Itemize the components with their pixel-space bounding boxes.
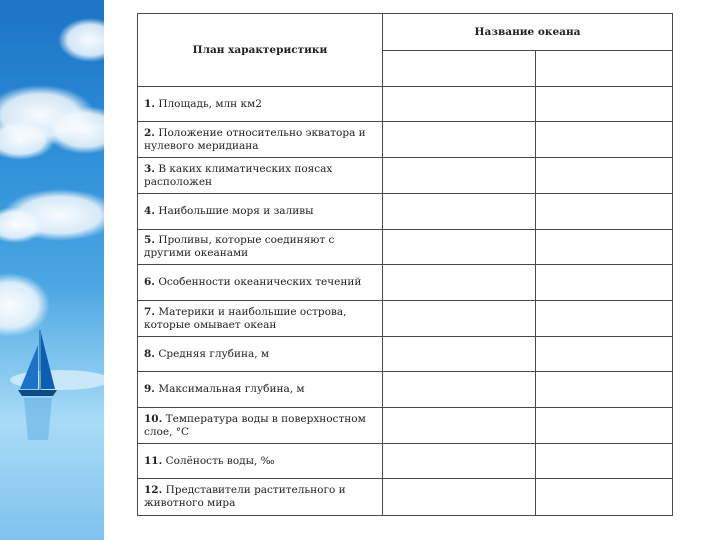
- answer-cell[interactable]: [536, 230, 673, 265]
- answer-cell[interactable]: [383, 265, 536, 301]
- answer-cell[interactable]: [383, 444, 536, 479]
- answer-cell[interactable]: [383, 158, 536, 194]
- row-number: 1.: [144, 97, 155, 110]
- ocean-name-header-label: Название океана: [474, 26, 581, 38]
- row-number: 12.: [144, 484, 163, 496]
- row-number: 2.: [144, 126, 155, 139]
- answer-cell[interactable]: [536, 158, 673, 194]
- row-label: [138, 444, 383, 479]
- row-label: [138, 265, 383, 301]
- sky-sea-illustration: [0, 0, 104, 540]
- row-label: [138, 408, 383, 444]
- plan-column-header: [138, 14, 383, 87]
- answer-cell[interactable]: [536, 408, 673, 444]
- row-label: [138, 372, 383, 408]
- row-number: 3.: [144, 162, 155, 175]
- row-number: 9.: [144, 383, 155, 395]
- answer-cell[interactable]: [536, 87, 673, 122]
- answer-cell[interactable]: [383, 230, 536, 265]
- sailboat-icon: [18, 330, 57, 440]
- answer-cell[interactable]: [536, 301, 673, 337]
- answer-cell[interactable]: [383, 479, 536, 516]
- ocean-name-cell-1[interactable]: [383, 51, 536, 87]
- row-label: [138, 122, 383, 158]
- answer-cell[interactable]: [383, 87, 536, 122]
- answer-cell[interactable]: [383, 301, 536, 337]
- answer-cell[interactable]: [383, 194, 536, 230]
- row-text: Материки и наибольшие острова, которые омывает океан: [144, 305, 347, 331]
- row-label: [138, 337, 383, 372]
- row-number: 8.: [144, 347, 155, 360]
- row-text: Наибольшие моря и заливы: [158, 205, 314, 217]
- ocean-name-cell-2[interactable]: [536, 51, 673, 87]
- answer-cell[interactable]: [536, 194, 673, 230]
- answer-cell[interactable]: [536, 372, 673, 408]
- answer-cell[interactable]: [383, 122, 536, 158]
- row-number: 7.: [144, 305, 155, 318]
- row-text: Температура воды в поверхностном слое, °С: [144, 412, 366, 438]
- row-number: 10.: [144, 412, 163, 425]
- answer-cell[interactable]: [536, 337, 673, 372]
- ocean-name-header: [383, 14, 673, 51]
- row-number: 6.: [144, 276, 155, 288]
- row-label: [138, 301, 383, 337]
- decorative-sky-sailboat-image: [0, 0, 104, 540]
- row-text: Проливы, которые соединяют с другими океанами: [144, 234, 335, 259]
- row-text: Особенности океанических течений: [158, 276, 362, 288]
- plan-header-label: План характеристики: [192, 43, 328, 56]
- answer-cell[interactable]: [383, 408, 536, 444]
- row-text: Солёность воды, ‰: [165, 454, 275, 467]
- ocean-characteristics-table: [137, 13, 673, 516]
- row-text: Максимальная глубина, м: [158, 383, 305, 395]
- clouds: [0, 18, 104, 390]
- row-label: [138, 158, 383, 194]
- row-number: 4.: [144, 205, 155, 217]
- row-label: [138, 87, 383, 122]
- row-number: 11.: [144, 454, 163, 467]
- row-text: Средняя глубина, м: [158, 347, 270, 360]
- row-text: Положение относительно экватора и нулевого меридиана: [144, 126, 366, 152]
- answer-cell[interactable]: [383, 372, 536, 408]
- answer-cell[interactable]: [536, 122, 673, 158]
- row-number: 5.: [144, 234, 155, 246]
- row-label: [138, 194, 383, 230]
- answer-cell[interactable]: [383, 337, 536, 372]
- answer-cell[interactable]: [536, 479, 673, 516]
- row-label: [138, 230, 383, 265]
- row-text: В каких климатических поясах расположен: [144, 162, 333, 188]
- row-text: Представители растительного и животного мира: [144, 484, 346, 509]
- answer-cell[interactable]: [536, 265, 673, 301]
- row-label: [138, 479, 383, 516]
- answer-cell[interactable]: [536, 444, 673, 479]
- row-text: Площадь, млн км2: [158, 97, 262, 110]
